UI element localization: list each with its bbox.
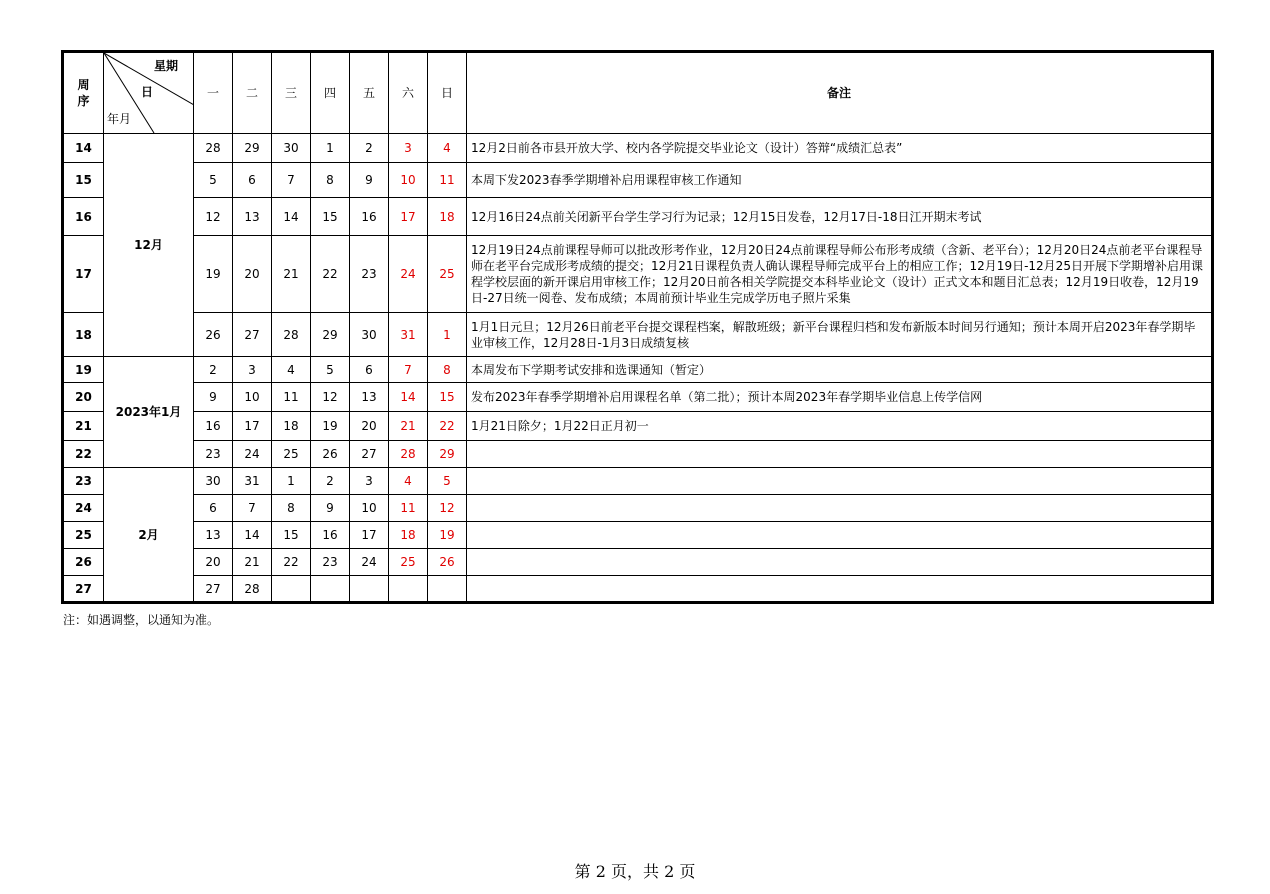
remark-cell xyxy=(467,468,1213,495)
table-row xyxy=(63,549,1213,576)
table-row xyxy=(63,522,1213,549)
month-label: 2月 xyxy=(104,468,194,603)
day-cell xyxy=(428,576,467,603)
table-row xyxy=(63,468,1213,495)
day-cell: 8 xyxy=(272,495,311,522)
day-cell: 19 xyxy=(311,412,350,441)
week-number: 17 xyxy=(63,236,104,313)
remark-cell: 12月16日24点前关闭新平台学生学习行为记录；12月15日发卷，12月17日-18日江开期末考试 xyxy=(467,198,1213,236)
day-header-thu: 四 xyxy=(311,52,350,134)
day-cell: 22 xyxy=(311,236,350,313)
day-cell: 7 xyxy=(389,357,428,383)
day-cell: 17 xyxy=(233,412,272,441)
table-row xyxy=(63,198,1213,236)
table-row xyxy=(63,236,1213,313)
day-cell: 23 xyxy=(194,441,233,468)
week-number: 24 xyxy=(63,495,104,522)
remark-cell: 发布2023年春季学期增补启用课程名单（第二批）；预计本周2023年春学期毕业信息上传学信网 xyxy=(467,383,1213,412)
day-cell: 14 xyxy=(272,198,311,236)
day-cell: 16 xyxy=(194,412,233,441)
academic-calendar-table xyxy=(61,50,1214,604)
day-cell xyxy=(389,576,428,603)
day-cell: 9 xyxy=(194,383,233,412)
week-number: 26 xyxy=(63,549,104,576)
day-cell: 6 xyxy=(194,495,233,522)
week-seq-header: 周 序 xyxy=(63,52,104,134)
remark-cell xyxy=(467,522,1213,549)
day-cell: 5 xyxy=(311,357,350,383)
day-cell: 30 xyxy=(272,134,311,163)
corner-yearmonth-label: 年月 xyxy=(107,112,132,126)
day-cell: 11 xyxy=(428,163,467,198)
remark-cell: 本周发布下学期考试安排和选课通知（暂定） xyxy=(467,357,1213,383)
table-row xyxy=(63,134,1213,163)
day-cell: 2 xyxy=(194,357,233,383)
day-cell: 31 xyxy=(233,468,272,495)
day-cell: 6 xyxy=(350,357,389,383)
day-cell: 8 xyxy=(311,163,350,198)
day-cell: 23 xyxy=(311,549,350,576)
day-cell: 26 xyxy=(194,313,233,357)
table-row xyxy=(63,357,1213,383)
day-header-fri: 五 xyxy=(350,52,389,134)
remark-cell: 本周下发2023春季学期增补启用课程审核工作通知 xyxy=(467,163,1213,198)
remark-cell xyxy=(467,495,1213,522)
day-cell xyxy=(350,576,389,603)
week-number: 15 xyxy=(63,163,104,198)
day-cell: 2 xyxy=(311,468,350,495)
corner-header xyxy=(104,52,194,134)
corner-day-label: 日 xyxy=(141,85,154,99)
day-cell: 12 xyxy=(311,383,350,412)
day-cell: 5 xyxy=(428,468,467,495)
day-cell: 4 xyxy=(428,134,467,163)
day-cell xyxy=(311,576,350,603)
day-cell: 18 xyxy=(428,198,467,236)
day-cell: 11 xyxy=(272,383,311,412)
day-cell: 19 xyxy=(428,522,467,549)
table-row xyxy=(63,163,1213,198)
week-number: 25 xyxy=(63,522,104,549)
day-cell: 27 xyxy=(233,313,272,357)
day-cell: 29 xyxy=(428,441,467,468)
day-header-sat: 六 xyxy=(389,52,428,134)
week-number: 27 xyxy=(63,576,104,603)
day-cell: 10 xyxy=(389,163,428,198)
table-row xyxy=(63,441,1213,468)
day-cell: 12 xyxy=(194,198,233,236)
day-cell: 24 xyxy=(389,236,428,313)
day-cell: 24 xyxy=(233,441,272,468)
day-cell: 23 xyxy=(350,236,389,313)
week-number: 21 xyxy=(63,412,104,441)
remark-cell xyxy=(467,441,1213,468)
day-cell: 16 xyxy=(350,198,389,236)
table-row xyxy=(63,576,1213,603)
day-cell: 29 xyxy=(311,313,350,357)
day-cell: 27 xyxy=(194,576,233,603)
day-cell: 20 xyxy=(233,236,272,313)
day-cell: 10 xyxy=(233,383,272,412)
day-cell: 4 xyxy=(272,357,311,383)
table-row xyxy=(63,383,1213,412)
day-cell: 1 xyxy=(428,313,467,357)
week-number: 16 xyxy=(63,198,104,236)
day-cell: 16 xyxy=(311,522,350,549)
day-cell: 15 xyxy=(272,522,311,549)
day-cell: 25 xyxy=(389,549,428,576)
week-number: 14 xyxy=(63,134,104,163)
day-cell: 13 xyxy=(194,522,233,549)
remark-cell: 1月21日除夕；1月22日正月初一 xyxy=(467,412,1213,441)
day-cell: 17 xyxy=(389,198,428,236)
day-cell: 18 xyxy=(389,522,428,549)
day-cell: 17 xyxy=(350,522,389,549)
day-header-wed: 三 xyxy=(272,52,311,134)
day-cell: 5 xyxy=(194,163,233,198)
day-cell: 25 xyxy=(428,236,467,313)
week-number: 18 xyxy=(63,313,104,357)
corner-weekday-label: 星期 xyxy=(154,59,179,73)
week-number: 20 xyxy=(63,383,104,412)
day-cell: 24 xyxy=(350,549,389,576)
remark-cell: 12月19日24点前课程导师可以批改形考作业，12月20日24点前课程导师公布形考成绩（含新、老平台）；12月20日24点前老平台课程导师在老平台完成形考成绩的提交；12月21日课程负责人确认课程导师完成平台上的相应工作；12月19日-12月25日开展下学期增补启用课程学校层面的新开课启用审核工作；12月20日前各相关学院提交本科毕业论文（设计）正式文本和题目汇总表；12月19日收卷，12月19日-27日统一阅卷、发布成绩；本周前预计毕业生完成学历电子照片采集 xyxy=(467,236,1213,313)
day-cell: 9 xyxy=(311,495,350,522)
day-cell: 26 xyxy=(311,441,350,468)
day-cell: 30 xyxy=(350,313,389,357)
remark-cell xyxy=(467,576,1213,603)
day-cell: 22 xyxy=(272,549,311,576)
day-cell: 2 xyxy=(350,134,389,163)
day-cell: 7 xyxy=(233,495,272,522)
day-cell: 11 xyxy=(389,495,428,522)
day-cell: 1 xyxy=(311,134,350,163)
day-cell: 28 xyxy=(272,313,311,357)
day-cell: 22 xyxy=(428,412,467,441)
day-cell: 20 xyxy=(350,412,389,441)
week-number: 22 xyxy=(63,441,104,468)
day-cell: 26 xyxy=(428,549,467,576)
header-row xyxy=(63,52,1213,134)
day-cell: 27 xyxy=(350,441,389,468)
day-cell xyxy=(272,576,311,603)
day-cell: 8 xyxy=(428,357,467,383)
day-cell: 15 xyxy=(311,198,350,236)
table-row xyxy=(63,495,1213,522)
table-row xyxy=(63,313,1213,357)
day-cell: 14 xyxy=(233,522,272,549)
day-cell: 28 xyxy=(389,441,428,468)
remark-cell xyxy=(467,549,1213,576)
day-cell: 15 xyxy=(428,383,467,412)
day-cell: 29 xyxy=(233,134,272,163)
day-cell: 18 xyxy=(272,412,311,441)
day-cell: 10 xyxy=(350,495,389,522)
day-cell: 28 xyxy=(233,576,272,603)
day-cell: 3 xyxy=(389,134,428,163)
day-cell: 6 xyxy=(233,163,272,198)
day-cell: 25 xyxy=(272,441,311,468)
remarks-header: 备注 xyxy=(467,52,1213,134)
day-cell: 20 xyxy=(194,549,233,576)
day-cell: 13 xyxy=(233,198,272,236)
day-cell: 21 xyxy=(389,412,428,441)
day-cell: 13 xyxy=(350,383,389,412)
day-cell: 30 xyxy=(194,468,233,495)
day-cell: 12 xyxy=(428,495,467,522)
day-header-mon: 一 xyxy=(194,52,233,134)
footnote: 注：如遇调整，以通知为准。 xyxy=(63,613,220,627)
day-cell: 9 xyxy=(350,163,389,198)
month-label: 2023年1月 xyxy=(104,357,194,468)
day-cell: 21 xyxy=(233,549,272,576)
page-number: 第 2 页，共 2 页 xyxy=(574,862,696,881)
day-cell: 3 xyxy=(233,357,272,383)
day-cell: 4 xyxy=(389,468,428,495)
day-cell: 3 xyxy=(350,468,389,495)
day-cell: 19 xyxy=(194,236,233,313)
day-cell: 28 xyxy=(194,134,233,163)
day-cell: 31 xyxy=(389,313,428,357)
day-cell: 7 xyxy=(272,163,311,198)
week-number: 19 xyxy=(63,357,104,383)
day-header-tue: 二 xyxy=(233,52,272,134)
day-header-sun: 日 xyxy=(428,52,467,134)
day-cell: 14 xyxy=(389,383,428,412)
remark-cell: 12月2日前各市县开放大学、校内各学院提交毕业论文（设计）答辩“成绩汇总表” xyxy=(467,134,1213,163)
table-row xyxy=(63,412,1213,441)
week-number: 23 xyxy=(63,468,104,495)
month-label: 12月 xyxy=(104,134,194,357)
day-cell: 21 xyxy=(272,236,311,313)
day-cell: 1 xyxy=(272,468,311,495)
remark-cell: 1月1日元旦；12月26日前老平台提交课程档案，解散班级；新平台课程归档和发布新版本时间另行通知；预计本周开启2023年春学期毕业审核工作，12月28日-1月3日成绩复核 xyxy=(467,313,1213,357)
